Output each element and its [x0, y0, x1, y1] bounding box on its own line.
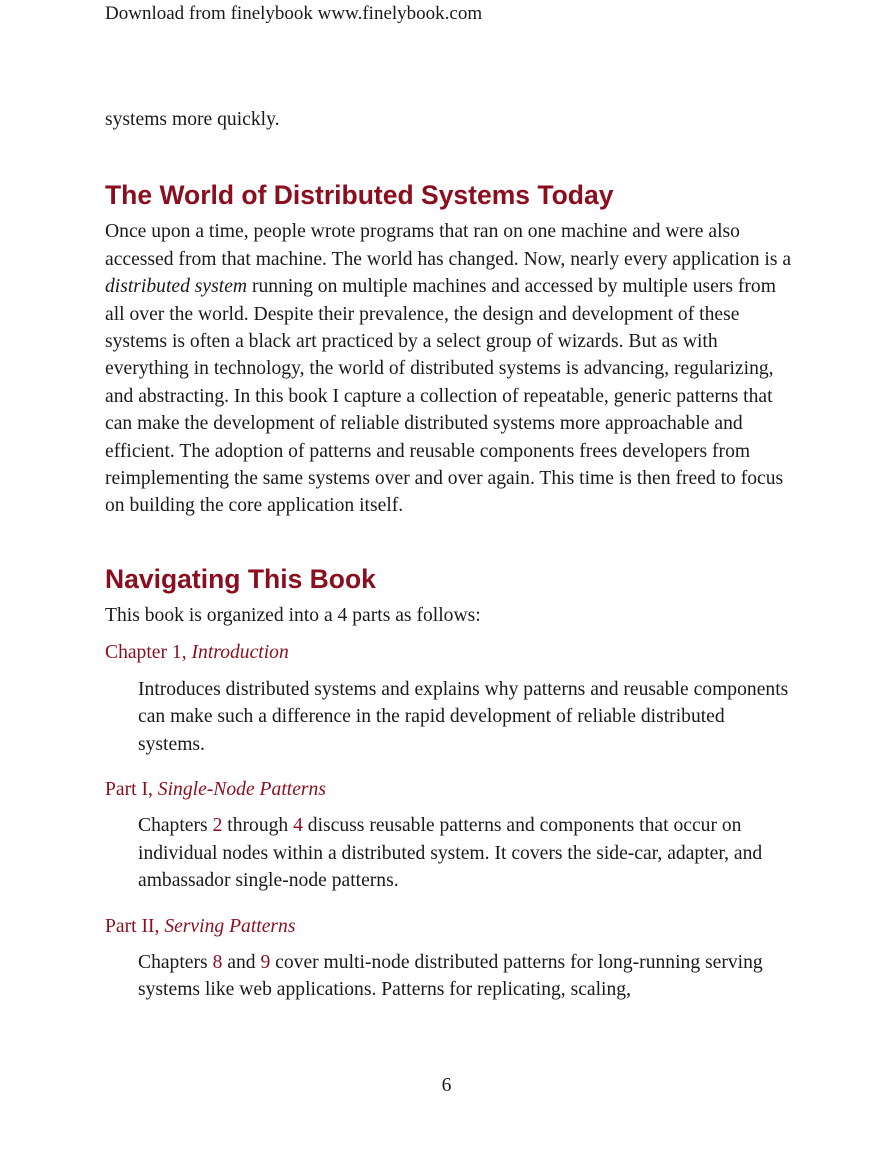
chapter-9-link[interactable]: 9: [260, 951, 271, 973]
page-number: 6: [441, 1075, 452, 1096]
part-2-title: Serving Patterns: [164, 915, 296, 937]
part-1-desc-pre: Chapters: [138, 815, 213, 837]
part-1-prefix: Part I,: [105, 778, 158, 800]
part-2-link[interactable]: [105, 913, 795, 940]
section-heading-navigating: Navigating This Book: [105, 563, 376, 594]
chapter-1-link[interactable]: [105, 639, 795, 666]
part-1-desc-post: discuss reusable patterns and components that occur on individual nodes within a distributed system. It covers the side-car, adapter, and ambassador single-node patterns.: [138, 815, 763, 892]
distributed-system-emphasis: distributed system: [105, 276, 248, 298]
part-1-title: Single-Node Patterns: [157, 778, 326, 800]
page-content: [105, 106, 795, 1004]
part-2-description: [138, 949, 795, 1004]
nav-entry-chapter-1: [105, 639, 795, 758]
nav-intro: This book is organized into a 4 parts as follows:: [105, 604, 481, 626]
chapter-4-link[interactable]: 4: [293, 815, 303, 837]
section-heading-world: The World of Distributed Systems Today: [105, 180, 614, 211]
part-2-desc-pre: Chapters: [138, 951, 213, 973]
part-2-desc-post: cover multi-node distributed patterns for long-running serving systems like web applications. Patterns for replicating, scaling,: [138, 951, 763, 1001]
chapter-1-title: Introduction: [191, 642, 289, 664]
chapter-2-link[interactable]: 2: [212, 815, 223, 837]
chapter-1-prefix: Chapter 1,: [105, 642, 192, 664]
carryover-text: systems more quickly.: [105, 109, 280, 130]
nav-entry-part-1: [105, 776, 795, 895]
download-header: Download from finelybook www.finelybook.com: [105, 3, 483, 24]
part-1-link[interactable]: [105, 776, 795, 803]
world-paragraph-part-2: running on multiple machines and accessed by multiple users from all over the world. Despite their prevalence, the design and development of these systems is often a black art practiced by a select group of wizards. But as with everything in technology, the world of distributed systems is advancing, regularizing, and abstracting. In this book I capture a collection of repeatable, generic patterns that can make the development of reliable distributed systems more approachable and efficient. The adoption of patterns and reusable components frees developers from reimplementing the same systems over and over again. This time is then freed to focus on building the core application itself.: [105, 276, 784, 517]
nav-entry-part-2: [105, 913, 795, 1004]
part-1-desc-mid: through: [222, 815, 294, 837]
chapter-8-link[interactable]: 8: [212, 951, 223, 973]
part-2-prefix: Part II,: [105, 915, 165, 937]
world-paragraph: [105, 218, 795, 519]
part-2-desc-mid: and: [222, 951, 261, 973]
part-1-description: [138, 812, 795, 894]
chapter-1-description: Introduces distributed systems and explains why patterns and reusable components can make such a difference in the rapid development of reliable distributed systems.: [138, 678, 789, 755]
world-paragraph-part-1: Once upon a time, people wrote programs that ran on one machine and were also accessed from that machine. The world has changed. Now, nearly every application is a: [105, 221, 792, 270]
